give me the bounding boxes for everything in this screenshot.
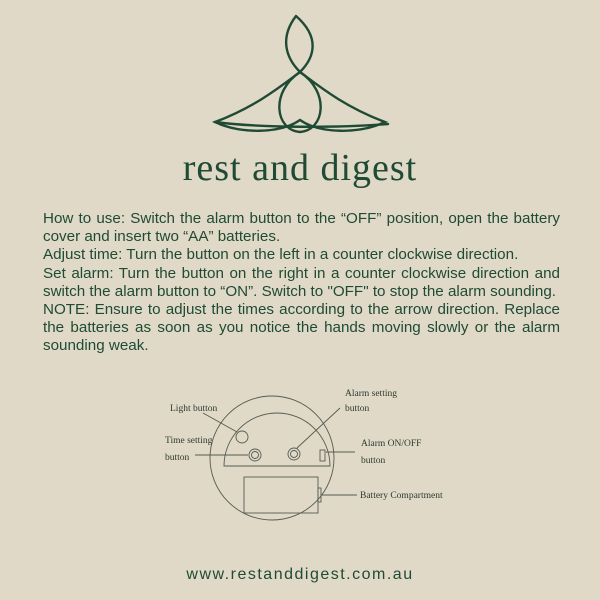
battery-compartment-icon: [244, 477, 318, 513]
label-light-button: Light button: [170, 404, 218, 414]
alarm-setting-button-icon: [288, 448, 300, 460]
brand-name: rest and digest: [182, 147, 418, 189]
label-battery: Battery Compartment: [360, 491, 443, 501]
alarm-switch-icon: [320, 450, 325, 461]
label-alarm-onoff-2: button: [361, 456, 386, 466]
label-alarm-setting-2: button: [345, 404, 370, 414]
how-to-use: How to use: Switch the alarm button to the “OFF” position, open the battery cover and insert two “AA” batteries.: [43, 210, 560, 246]
label-alarm-onoff: Alarm ON/OFF: [361, 439, 422, 449]
light-button-icon: [236, 431, 248, 443]
label-alarm-setting: Alarm setting: [345, 389, 397, 399]
label-time-setting-2: button: [165, 453, 190, 463]
clock-back-diagram: [0, 380, 600, 530]
time-setting-button-icon: [249, 449, 261, 461]
note: NOTE: Ensure to adjust the times according to the arrow direction. Replace the batteries as soon as you notice the hands moving slowly or the alarm sounding weak.: [43, 301, 560, 355]
instructions-text: [43, 210, 560, 356]
website-url[interactable]: www.restanddigest.com.au: [186, 566, 414, 583]
label-time-setting: Time setting: [165, 436, 213, 446]
brand-logo-icon: [200, 12, 400, 142]
adjust-time: Adjust time: Turn the button on the left in a counter clockwise direction.: [43, 246, 519, 264]
set-alarm: Set alarm: Turn the button on the right in a counter clockwise direction and switch the alarm button to “ON”. Switch to "OFF" to stop the alarm sounding.: [43, 264, 560, 300]
